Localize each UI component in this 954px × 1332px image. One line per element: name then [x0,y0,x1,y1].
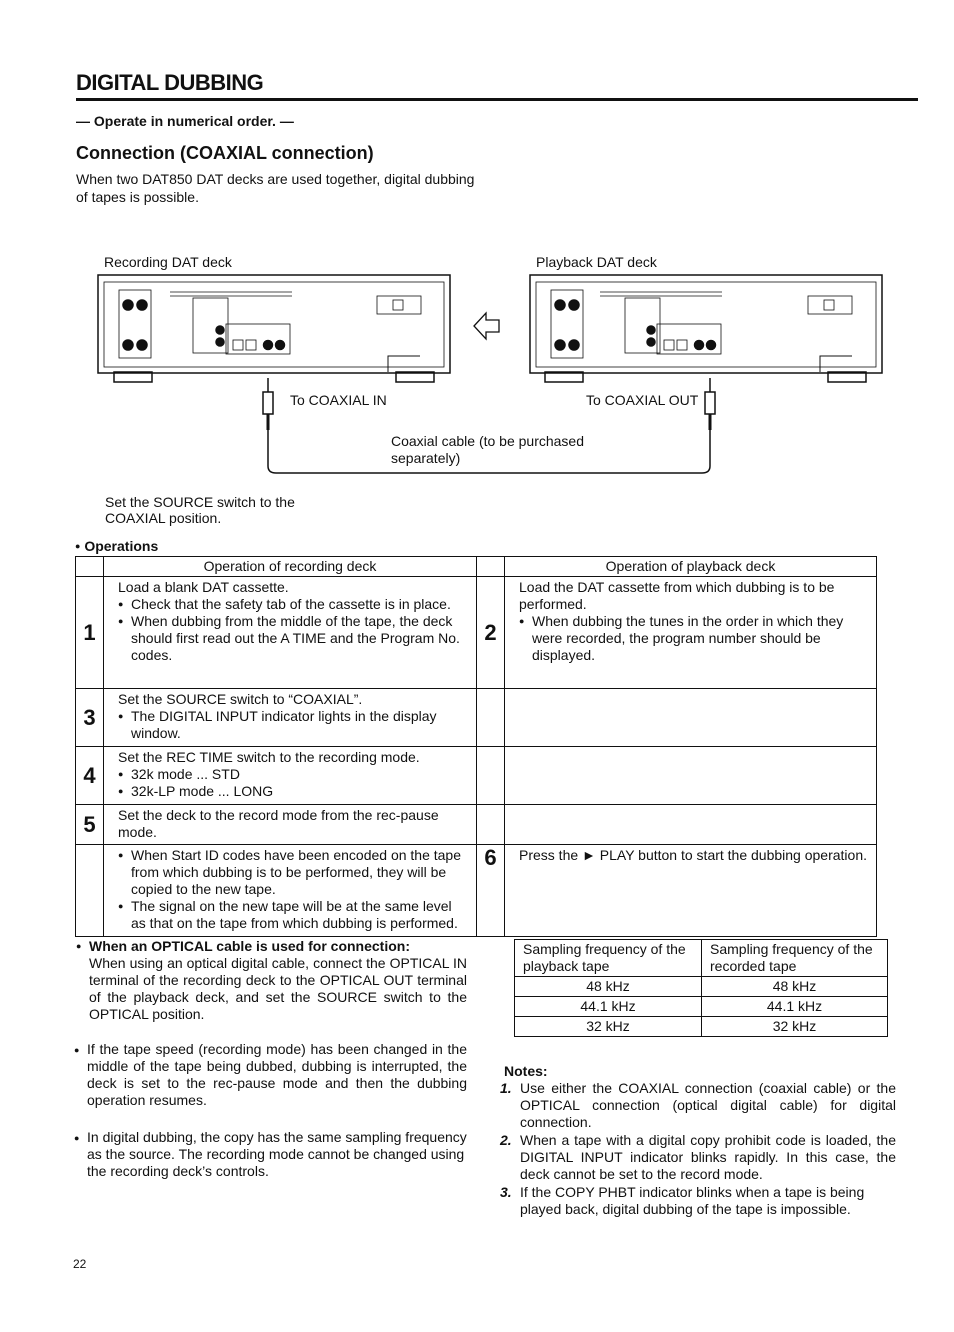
freq-header-playback: Sampling frequency of the playback tape [515,940,702,977]
step-text: Load a blank DAT cassette. [118,579,289,595]
table-cell: 48 kHz [702,977,888,997]
intro-text: When two DAT850 DAT decks are used together, digital dubbing of tapes is possible. [76,171,475,205]
table-row [515,1017,888,1037]
step-text: Set the REC TIME switch to the recording mode. [118,749,420,765]
col-playback-header: Operation of playback deck [505,557,877,577]
step-number: 5 [76,805,104,845]
table-row [76,747,877,805]
step-text: Set the SOURCE switch to “COAXIAL”. [118,691,363,707]
table-row [76,577,877,689]
table-cell: 48 kHz [515,977,702,997]
source-note-line2: COAXIAL position. [105,510,222,526]
step-number: 1 [76,577,104,689]
table-cell: 32 kHz [515,1017,702,1037]
table-cell: 32 kHz [702,1017,888,1037]
cable-note-line1: Coaxial cable (to be purchased [391,433,585,449]
step-number: 4 [76,747,104,805]
step-text: Press the ► PLAY button to start the dubbing operation. [505,845,877,937]
step-text: Set the deck to the record mode from the rec-pause mode. [104,805,477,845]
step-bullet: ● The DIGITAL INPUT indicator lights in the display window. [118,708,468,742]
recording-deck [98,275,450,382]
step-number: 3 [76,689,104,747]
page-subtitle: — Operate in numerical order. — [76,113,294,129]
table-cell: 44.1 kHz [702,997,888,1017]
optical-text: When using an optical digital cable, connect the OPTICAL IN terminal of the recording deck to the OPTICAL OUT terminal of the playback deck, and set the SOURCE switch to the OPTICAL position. [89,955,467,1022]
note-item: 3. If the COPY PHBT indicator blinks when a tape is being played back, digital dubbing of the tape is impossible. [500,1184,865,1217]
step-bullet: ● When dubbing the tunes in the order in which they were recorded, the program number should be displayed. [519,613,868,664]
step-bullet: ● 32k mode ... STD [118,766,468,783]
optical-heading: When an OPTICAL cable is used for connection: [89,938,411,954]
bullet-paragraph: If the tape speed (recording mode) has been changed in the middle of the tape being dubbed, dubbing is interrupted, the deck is set to the rec-pause mode and then the dubbing operation resumes. [87,1041,467,1108]
step-text: Load the DAT cassette from which dubbing is to be performed. [519,579,835,612]
section-heading: Connection (COAXIAL connection) [76,143,374,163]
table-header-row [515,940,888,977]
source-note-line1: Set the SOURCE switch to the [105,494,295,510]
operations-table [75,556,877,937]
notes-title: Notes: [504,1063,548,1079]
page-number: 22 [73,1257,87,1271]
bullet-paragraph: In digital dubbing, the copy has the same sampling frequency as the source. The recording mode cannot be changed using the recording deck’s controls. [87,1129,467,1179]
step-bullet: ● Check that the safety tab of the cassette is in place. [118,596,468,613]
playback-deck-label: Playback DAT deck [536,254,657,270]
table-row [76,845,877,937]
step-bullet: ● When dubbing from the middle of the tape, the deck should first read out the A TIME and the Program No. codes. [118,613,468,664]
note-item: 1. Use either the COAXIAL connection (coaxial cable) or the OPTICAL connection (optical digital cable) for digital connection. [500,1080,896,1130]
cable-note-line2: separately) [391,450,461,466]
table-row [76,805,877,845]
table-header-row [76,557,877,577]
col-recording-header: Operation of recording deck [104,557,477,577]
operations-heading: ● Operations [75,538,159,554]
table-row [515,997,888,1017]
note-item: 2. When a tape with a digital copy prohibit code is loaded, the DIGITAL INPUT indicator blinks rapidly. In this case, the deck cannot be set to the record mode. [500,1132,896,1182]
step-number: 2 [477,577,505,689]
step-bullet: ● When Start ID codes have been encoded on the tape from which dubbing is to be performed, they will be copied to the new tape. [118,847,468,898]
playback-deck [530,275,882,382]
step-bullet: ● The signal on the new tape will be at the same level as that on the tape from which dubbing is performed. [118,898,468,932]
table-row [76,689,877,747]
coaxial-in-label: To COAXIAL IN [290,392,387,408]
freq-header-recorded: Sampling frequency of the recorded tape [702,940,888,977]
recording-deck-label: Recording DAT deck [104,254,232,270]
page-title: DIGITAL DUBBING [76,70,264,95]
step-number: 6 [477,845,505,937]
step-bullet: ● 32k-LP mode ... LONG [118,783,468,800]
left-arrow-icon [474,313,499,339]
table-row [515,977,888,997]
sampling-frequency-table [514,939,888,1037]
coaxial-out-label: To COAXIAL OUT [586,392,699,408]
table-cell: 44.1 kHz [515,997,702,1017]
